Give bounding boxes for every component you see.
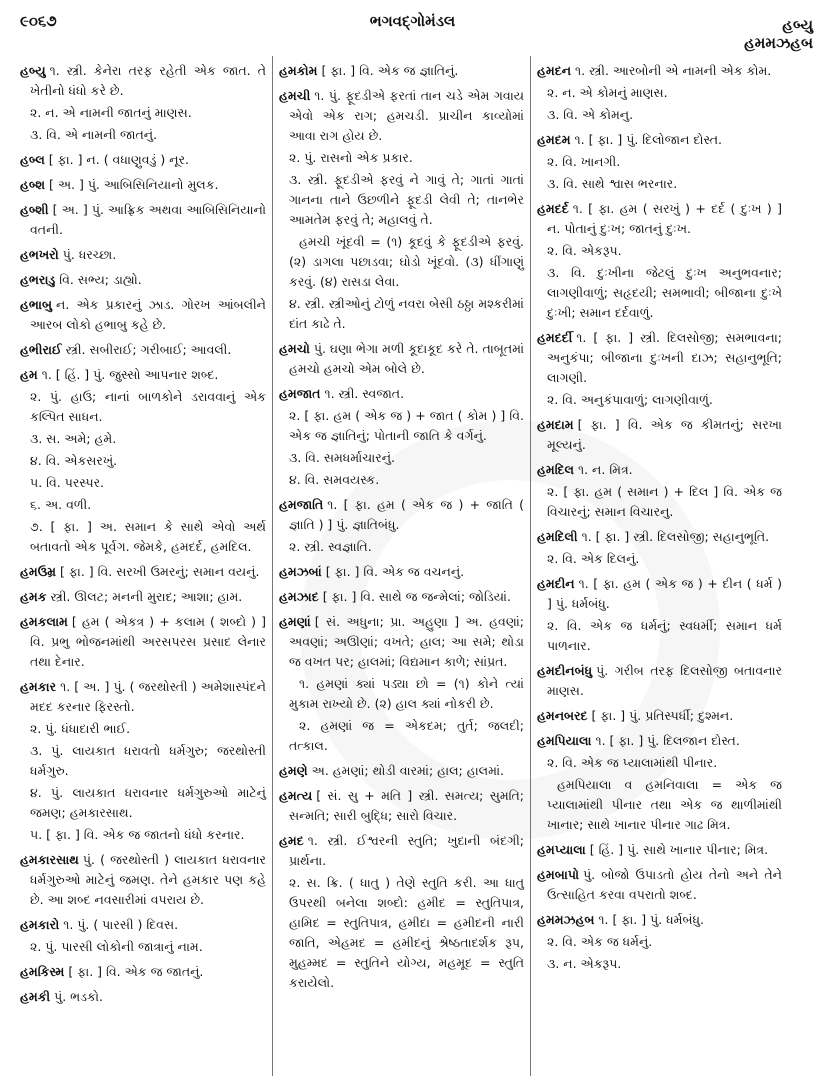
headword: હમદમ <box>537 132 571 147</box>
definition-text: ૧. પું. ( પારસી ) દિવસ. <box>63 917 179 932</box>
dictionary-entry <box>537 130 782 150</box>
definition-text: પું. ધરચ્છા. <box>62 247 117 262</box>
dictionary-entry <box>20 175 266 195</box>
dictionary-entry <box>537 328 782 388</box>
column-2 <box>272 56 530 1076</box>
headword: હભરાડુ <box>20 272 56 287</box>
dictionary-entry <box>279 339 524 379</box>
dictionary-entry <box>279 612 524 672</box>
sense-line <box>20 741 266 781</box>
headword: હમદર્દ <box>537 201 569 216</box>
dictionary-entry <box>20 150 266 170</box>
dictionary-entry <box>279 786 524 826</box>
definition-text: વિ. સભ્ય; ડાહ્યો. <box>59 272 142 287</box>
definition-text: ૩. વિ. એ નામની જાતનું. <box>30 127 158 142</box>
definition-text: [ ફા. ] ન. ( વધાણુવડું ) નૂર. <box>48 152 190 167</box>
sense-line <box>279 470 524 490</box>
definition-text: [ હિં. ] પું. સાથે ખાનાર પીનાર; મિત્ર. <box>589 842 769 857</box>
headword: હમકી <box>20 989 51 1004</box>
headword: હમઝબાં <box>279 564 322 579</box>
definition-text: ૨. ન. એ કોમનું માણસ. <box>547 85 668 100</box>
headword: હમણાં <box>279 614 311 629</box>
dictionary-entry <box>279 86 524 146</box>
definition-text: ૧. [ ફા. હમ ( એક જ ) + જાતિ ( જ્ઞાતિ ) ] પું. જ્ઞાતિબંધુ. <box>289 497 524 532</box>
headword: હમકિસ્મ <box>20 964 65 979</box>
definition-text: ૧. સ્ત્રી. કેનેરા તરફ રહેતી એક જાત. તે ખેતીનો ધંધો કરે છે. <box>30 63 266 98</box>
dictionary-entry <box>537 840 782 860</box>
definition-text: ૧. [ ફા. ] સ્ત્રી. દિલસોજી; સહાનુભૂતિ. <box>581 529 770 544</box>
dictionary-entry <box>537 731 782 751</box>
definition-text: ૩. વિ. એ કોમનુ. <box>547 107 634 122</box>
sense-line <box>20 719 266 739</box>
definition-text: ૨. વિ. એકરૂપ. <box>547 243 622 258</box>
definition-text: ૧. [ અ. ] પું. ( જરથોસ્તી ) અમેશાસ્પંદને મદદ કરનાર ફિરસ્તો. <box>30 679 266 714</box>
dictionary-entry <box>20 200 266 240</box>
definition-text: પું. ઘણા ભેગા મળી કૂદાકૂદ કરે તે. તાબૂતમાં હમચો હમચો એમ બોલે છે. <box>289 341 525 376</box>
sense-line <box>279 406 524 446</box>
sense-line <box>279 170 524 230</box>
dictionary-entry <box>279 587 524 607</box>
sense-line <box>537 263 782 323</box>
headword: હમચો <box>279 341 310 356</box>
dictionary-entry <box>537 661 782 701</box>
dictionary-entry <box>279 562 524 582</box>
definition-text: [ સં. અધુના; પ્રા. અહુણા ] અ. હવણાં; અવણાં; અઊણાં; વખતે; હાલ; આ સમે; થોડા જ વખત પર; હાલમાં; વિદ્યમાન કાળે; સાંપ્રત. <box>289 614 524 669</box>
definition-text: સ્ત્રી. ઊલટ; મનની મુરાદ; આશા; હામ. <box>50 589 243 604</box>
definition-text: ૨. હમણાં જ = એકદમ; તુર્ત; જલદી; તત્કાલ. <box>289 718 524 753</box>
definition-text: ૫. વિ. પરસ્પર. <box>30 475 105 490</box>
headword: હમકોમ <box>279 63 318 78</box>
definition-text: ૭. [ ફા. ] અ. સમાન કે સાથે એવો અર્થ બતાવતો એક પૂર્વગ. જેમકે, હમદર્દ, હમદિલ. <box>30 519 266 554</box>
headword: હબ્યુ <box>20 63 46 78</box>
dictionary-entry <box>537 460 782 480</box>
headword: હમદર્દી <box>537 330 573 345</box>
definition-text: ૨. [ ફા. હમ ( સમાન ) + દિલ ] વિ. એક જ વિચારનું; સમાન વિચારનુ. <box>547 484 782 519</box>
book-title: ભગવદ્ગોમંડલ <box>369 12 456 30</box>
dictionary-entry <box>20 915 266 935</box>
definition-text: ૨. વિ. ખાનગી. <box>547 154 621 169</box>
sense-line <box>20 495 266 515</box>
definition-text: પું. ગરીબ તરફ દિલસોજી બતાવનાર માણસ. <box>547 663 782 698</box>
definition-text: ૧. [ ફા. હમ ( સરખું ) + દર્દ ( દુઃખ ) ] ન. પોતાનું દુઃખ; જાતનું દુઃખ. <box>547 201 782 236</box>
dictionary-entry <box>279 761 524 781</box>
definition-text: પું. ભડકો. <box>54 989 103 1004</box>
idiom-line <box>279 674 524 714</box>
headword: હમપિયાલા <box>537 733 592 748</box>
sense-line <box>279 148 524 168</box>
definition-text: ૨. પું. રાસનો એક પ્રકાર. <box>289 150 413 165</box>
dictionary-entry <box>20 61 266 101</box>
sense-line <box>20 825 266 845</box>
definition-text: [ ફા. ] પું. પ્રતિસ્પર્ધી; દુશ્મન. <box>591 708 734 723</box>
dictionary-entry <box>537 527 782 547</box>
sense-line <box>537 152 782 172</box>
definition-text: ન. એક પ્રકારનું ઝાડ. ગોરખ આંબલીને આરબ લોકો હભાબુ કહે છે. <box>30 297 266 332</box>
sense-line <box>20 387 266 427</box>
definition-text: ૨. વિ. એક જ ધર્મનું. <box>547 934 653 949</box>
guide-word-last: હમમઝહબ <box>744 34 813 52</box>
definition-text: ૩. સ્ત્રી. ફૂદડીએ ફરવું ને ગાવું તે; ગાતાં ગાતાં ગાનના તાને ઉછળીને ફૂદડી લેવી તે; તાનભેર આમતેમ ફરવું તે; મહાલવું તે. <box>289 172 524 227</box>
sense-line <box>537 616 782 656</box>
dictionary-entry <box>20 987 266 1007</box>
dictionary-entry <box>279 831 524 871</box>
dictionary-entry <box>20 365 266 385</box>
headword: હબ્શ <box>20 177 45 192</box>
definition-text: [ અ. ] પું. આફ્રિક અથવા આબિસિનિયાનો વતની. <box>30 202 266 237</box>
column-1 <box>14 56 272 1076</box>
definition-text: [ ફા. ] વિ. સાથે જ જન્મેલાં; જોડિયાં. <box>322 589 511 604</box>
definition-text: ૧. [ ફા. ] પું. ધર્મબંધુ. <box>598 912 704 927</box>
idiom-line <box>279 716 524 756</box>
dictionary-columns <box>14 56 814 1076</box>
idiom-line <box>537 775 782 835</box>
headword: હમદિલી <box>537 529 578 544</box>
headword: હમકાર <box>20 679 57 694</box>
sense-line <box>279 873 524 993</box>
definition-text: પું. બોજો ઉપાડતો હોય તેનો અને તેને ઉત્સાહિત કરવા વપરાતો શબ્દ. <box>547 867 782 902</box>
definition-text: ૧. [ ફા. ] સ્ત્રી. દિલસોજી; સમભાવના; અનુકંપા; બીજાના દુઃખની દાઝ; સહાનુભૂતિ; લાગણી. <box>547 330 782 385</box>
headword: હમપ્યાલા <box>537 842 586 857</box>
sense-line <box>537 932 782 952</box>
headword: હભખરો <box>20 247 59 262</box>
definition-text: ૧. [ ફા. ] પું. દિલોજાન દોસ્ત. <box>574 132 722 147</box>
definition-text: ૧. સ્ત્રી. સ્વજાત. <box>324 386 405 401</box>
headword: હમક <box>20 589 47 604</box>
dictionary-entry <box>537 415 782 455</box>
definition-text: [ હમ ( એકત્ર ) + કલામ ( શબ્દો ) ] વિ. પ્રભુ ભોજનમાંથી અરસપરસ પ્રસાદ લેનાર તથા દેનાર. <box>30 614 266 669</box>
definition-text: ૨. પું. હાઉ; નાનાં બાળકોને ડરાવવાનું એક કલ્પિત સાધન. <box>30 389 266 424</box>
definition-text: ૨. વિ. એક જ ધર્મનું; સ્વધર્મી; સમાન ધર્મ પાળનાર. <box>547 618 782 653</box>
definition-text: [ ફા. ] વિ. સરખી ઉમરનું; સમાન વયનું. <box>60 564 260 579</box>
dictionary-entry <box>20 612 266 672</box>
definition-text: ૪. વિ. સમવયસ્ક. <box>289 472 380 487</box>
headword: હમકલામ <box>20 614 68 629</box>
page-number: ૯૦૬૭ <box>20 12 57 30</box>
definition-text: ૨. વિ. અનુકંપાવાળું; લાગણીવાળું. <box>547 392 713 407</box>
headword: હમઉમ્ર <box>20 564 56 579</box>
definition-text: [ અ. ] પું. આબિસિનિયાનો મુલક. <box>48 177 219 192</box>
definition-text: ૫. [ ફા. ] વિ. એક જ જાતનો ધંધો કરનાર. <box>30 827 245 842</box>
definition-text: [ ફા. ] વિ. એક જ જાતનું. <box>68 964 204 979</box>
definition-text: [ ફા. ] વિ. એક જ કીમતનું; સરખા મૂલ્યનું. <box>547 417 782 452</box>
definition-text: [ ફા. ] વિ. એક જ જ્ઞાતિનું. <box>321 63 459 78</box>
definition-text: ૨. પું. પારસી લોકોની જાત્રાનું નામ. <box>30 939 203 954</box>
definition-text: ૩. વિ. દુઃખીના જેટલું દુઃખ અનુભવનાર; લાગણીવાળું; સહૃદયી; સમભાવી; બીજાના દુઃખે દુઃખી; સમાન દર્દવાળું. <box>547 265 782 320</box>
dictionary-entry <box>537 574 782 614</box>
headword: હબ્લ <box>20 152 45 167</box>
definition-text: હમચી ખૂંદવી = (૧) કૂદવું કે ફૂદડીએ ફરવું. (૨) ડાગલા પછાડવા; ઘોડો ખૂંદવો. (૩) ધીંગાણું કરવું. (૪) રાસડા લેવા. <box>289 234 524 289</box>
definition-text: ૧. [ ફા. હમ ( એક જ ) + દીન ( ધર્મ ) ] પું. ધર્મબંધુ. <box>547 576 782 611</box>
headword: હભીરાઈ <box>20 342 62 357</box>
headword: હમદામ <box>537 417 574 432</box>
definition-text: [ ફા. ] વિ. એક જ વચનનું. <box>325 564 465 579</box>
dictionary-entry <box>20 245 266 265</box>
sense-line <box>537 241 782 261</box>
page-header <box>0 8 825 52</box>
dictionary-entry <box>537 61 782 81</box>
dictionary-entry <box>20 850 266 910</box>
dictionary-entry <box>20 562 266 582</box>
dictionary-entry <box>537 910 782 930</box>
dictionary-entry <box>20 340 266 360</box>
headword: હમદન <box>537 63 572 78</box>
dictionary-entry <box>537 706 782 726</box>
dictionary-entry <box>279 384 524 404</box>
dictionary-entry <box>20 270 266 290</box>
headword: હમકારો <box>20 917 60 932</box>
idiom-line <box>279 232 524 292</box>
sense-line <box>279 537 524 557</box>
sense-line <box>20 429 266 449</box>
dictionary-entry <box>537 865 782 905</box>
definition-text: ૧. [ ફા. ] પું. દિલજાન દોસ્ત. <box>595 733 740 748</box>
guide-word-first: હબ્યુ <box>782 16 813 34</box>
sense-line <box>20 473 266 493</box>
definition-text: [ સં. સુ + મતિ ] સ્ત્રી. સમત્ય; સુમતિ; સન્મતિ; સારી બુદ્ધિ; સારો વિચાર. <box>289 788 524 823</box>
definition-text: ૨. ન. એ નામની જાતનું માણસ. <box>30 105 192 120</box>
dictionary-entry <box>279 61 524 81</box>
headword: હમકારસાથ <box>20 852 79 867</box>
definition-text: અ. હમણાં; થોડી વારમાં; હાલ; હાલમાં. <box>311 763 504 778</box>
headword: હમદિલ <box>537 462 574 477</box>
definition-text: સ્ત્રી. સબીરાઈ; ગરીબાઈ; આવલી. <box>65 342 232 357</box>
definition-text: ૩. સ. અમે; હમે. <box>30 431 117 446</box>
headword: હમ <box>20 367 38 382</box>
sense-line <box>279 448 524 468</box>
headword: હમણે <box>279 763 308 778</box>
definition-text: ૨. સ્ત્રી. સ્વજ્ઞાતિ. <box>289 539 372 554</box>
definition-text: ૪. વિ. એકસરખું. <box>30 453 118 468</box>
definition-text: ૧. [ હિં. ] પું. જુસ્સો આપનાર શબ્દ. <box>41 367 219 382</box>
sense-line <box>537 174 782 194</box>
definition-text: ૨. પું. ધંધાદારી ભાઈ. <box>30 721 131 736</box>
sense-line <box>20 937 266 957</box>
definition-text: ૧. પું. ફૂદડીએ ફરતાં તાન ચડે એમ ગવાય એવો એક રાગ; હમચડી. પ્રાચીન કાવ્યોમાં આવા રાગ હોય છે. <box>289 88 524 143</box>
headword: હમદીન <box>537 576 575 591</box>
dictionary-entry <box>279 495 524 535</box>
definition-text: પું. ( જરથોસ્તી ) લાયકાત ધરાવનાર ધર્મગુરુઓ માટેનું જમણ. તેને હમકાર પણ કહે છે. આ શબ્દ નવસારીમાં વપરાય છે. <box>30 852 266 907</box>
sense-line <box>537 753 782 773</box>
dictionary-entry <box>20 962 266 982</box>
definition-text: ૨. સ. ક્રિ. ( ધાતુ ) તેણે સ્તુતિ કરી. આ ધાતુ ઉપરથી બનેલા શબ્દો: હમીદ = સ્તુતિપાત્ર, હામિદ = સ્તુતિપાત્ર, હમીદા = હમીદની નારી જાતિ, એહમદ = હમીદનું શ્રેષ્ઠતાદર્શક રૂપ, મુહમ્મદ = સ્તુતિને યોગ્ય, મહમૂદ = સ્તુતિ કરાયેલો. <box>289 875 524 990</box>
headword: હમજાતિ <box>279 497 324 512</box>
sense-line <box>20 125 266 145</box>
headword: હમત્ય <box>279 788 313 803</box>
sense-line <box>20 451 266 471</box>
definition-text: ૩. ન. એકરૂપ. <box>547 956 622 971</box>
sense-line <box>537 482 782 522</box>
headword: હમચી <box>279 88 311 103</box>
sense-line <box>20 517 266 557</box>
sense-line <box>537 83 782 103</box>
sense-line <box>537 390 782 410</box>
sense-line <box>537 549 782 569</box>
headword: હમમઝહબ <box>537 912 595 927</box>
definition-text: ૧. ન. મિત્ર. <box>577 462 633 477</box>
definition-text: ૨. [ ફા. હમ ( એક જ ) + જાત ( કોમ ) ] વિ. એક જ જ્ઞાતિનું; પોતાની જાતિ કે વર્ગનું. <box>289 408 524 443</box>
headword: હમબાપો <box>537 867 580 882</box>
definition-text: ૧. સ્ત્રી. ઈશ્વરની સ્તુતિ; ખુદાની બંદગી; પ્રાર્થના. <box>289 833 524 868</box>
sense-line <box>279 294 524 334</box>
definition-text: ૪. સ્ત્રી. સ્ત્રીઓનું ટોળું નવરા બેસી ઠઠ્ઠા મશ્કરીમાં દાંત કાઢે તે. <box>289 296 524 331</box>
dictionary-entry <box>20 677 266 717</box>
headword: હમજાત <box>279 386 321 401</box>
definition-text: ૧. સ્ત્રી. આરબોની એ નામની એક કોમ. <box>575 63 772 78</box>
definition-text: ૩. પું. લાયકાત ધરાવતો ધર્મગુરુ; જરથોસ્તી ધર્મગુરુ. <box>30 743 266 778</box>
definition-text: ૧. હમણાં ક્યાં પડ્યા છો = (૧) કોને ત્યાં મુકામ રાખ્યો છે. (૨) હાલ ક્યાં નોકરી છે. <box>289 676 524 711</box>
definition-text: ૬. અ. વળી. <box>30 497 92 512</box>
headword: હમનબરદ <box>537 708 588 723</box>
definition-text: ૩. વિ. સમધર્માચારનું. <box>289 450 395 465</box>
dictionary-entry <box>20 587 266 607</box>
headword: હમદ <box>279 833 304 848</box>
definition-text: ૩. વિ. સાથે શ્વાસ ભરનાર. <box>547 176 678 191</box>
sense-line <box>537 105 782 125</box>
sense-line <box>20 103 266 123</box>
dictionary-entry <box>20 295 266 335</box>
sense-line <box>537 954 782 974</box>
sense-line <box>20 783 266 823</box>
definition-text: હમપિયાલા વ હમનિવાલા = એક જ પ્યાલામાંથી પીનાર તથા એક જ થાળીમાંથી ખાનાર; સાથે ખાનાર પીનાર ગાઢ મિત્ર. <box>547 777 782 832</box>
column-3 <box>530 56 788 1076</box>
definition-text: ૪. પું. લાયકાત ધરાવનાર ધર્મગુરુઓ માટેનું જમણ; હમકારસાથ. <box>30 785 266 820</box>
definition-text: ૨. વિ. એક દિલનું. <box>547 551 640 566</box>
definition-text: ૨. વિ. એક જ પ્યાલામાંથી પીનાર. <box>547 755 718 770</box>
headword: હભાબુ <box>20 297 52 312</box>
dictionary-entry <box>537 199 782 239</box>
headword: હબ્શી <box>20 202 49 217</box>
headword: હમઝાદ <box>279 589 319 604</box>
headword: હમદીનબંધુ <box>537 663 593 678</box>
